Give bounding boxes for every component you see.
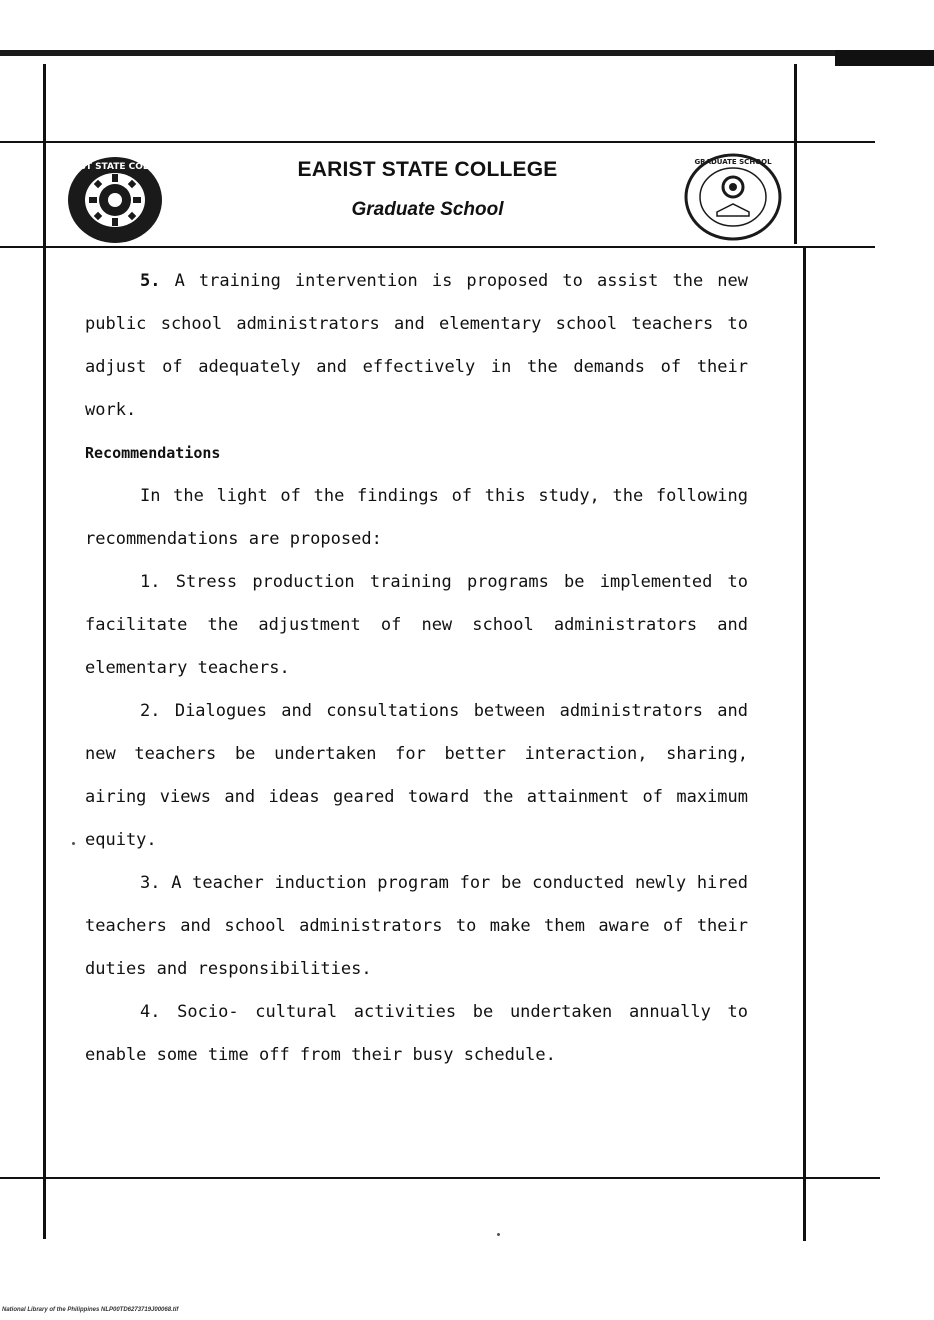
recommendation-item — [85, 690, 748, 862]
college-seal-icon — [55, 155, 175, 245]
scan-top-border — [0, 50, 934, 56]
scan-speck — [497, 1233, 500, 1236]
recommendation-item — [85, 862, 748, 991]
item-number: 5. — [140, 271, 161, 291]
left-seal-text: EARIST STATE COLLEGE — [55, 162, 175, 172]
recommendation-item — [85, 561, 748, 690]
left-margin-line — [43, 64, 46, 1239]
recommendation-item — [85, 991, 748, 1077]
archive-footer-note: National Library of the Philippines NLP00TD6273719J00068.tif — [2, 1307, 179, 1313]
item-number: 1. — [140, 572, 161, 592]
header-top-rule — [0, 141, 875, 143]
item-text: A teacher induction program for be conducted newly hired teachers and school administrators to make them aware of their duties and responsibilities. — [85, 873, 748, 979]
item-number: 2. — [140, 701, 161, 721]
item-text: Stress production training programs be implemented to facilitate the adjustment of new school administrators and elementary teachers. — [85, 572, 748, 678]
scan-speck — [72, 842, 75, 845]
right-margin-line — [794, 64, 797, 244]
recommendations-intro: In the light of the findings of this study, the following recommendations are proposed: — [85, 486, 748, 549]
school-name: Graduate School — [351, 199, 504, 220]
right-margin-line-lower — [803, 246, 806, 1241]
college-name: EARIST STATE COLLEGE — [297, 158, 558, 181]
item-text: A training intervention is proposed to assist the new public school administrators and elementary school teachers to adjust of adequately and effectively in the demands of their work. — [85, 271, 748, 420]
footer-rule — [0, 1177, 880, 1179]
item-number: 3. — [140, 873, 161, 893]
document-body — [85, 260, 748, 1077]
recommendations-heading: Recommendations — [85, 444, 221, 462]
scan-top-right-mark — [835, 50, 934, 66]
header-bottom-rule — [0, 246, 875, 248]
item-text: Socio- cultural activities be undertaken annually to enable some time off from their busy schedule. — [85, 1002, 748, 1065]
item-text: Dialogues and consultations between administrators and new teachers be undertaken for better interaction, sharing, airing views and ideas geared toward the attainment of maximum equity. — [85, 701, 748, 850]
right-seal-text: GRADUATE SCHOOL — [694, 158, 772, 166]
item-number: 4. — [140, 1002, 161, 1022]
finding-item-5 — [85, 260, 748, 432]
graduate-school-seal-icon — [683, 152, 783, 242]
